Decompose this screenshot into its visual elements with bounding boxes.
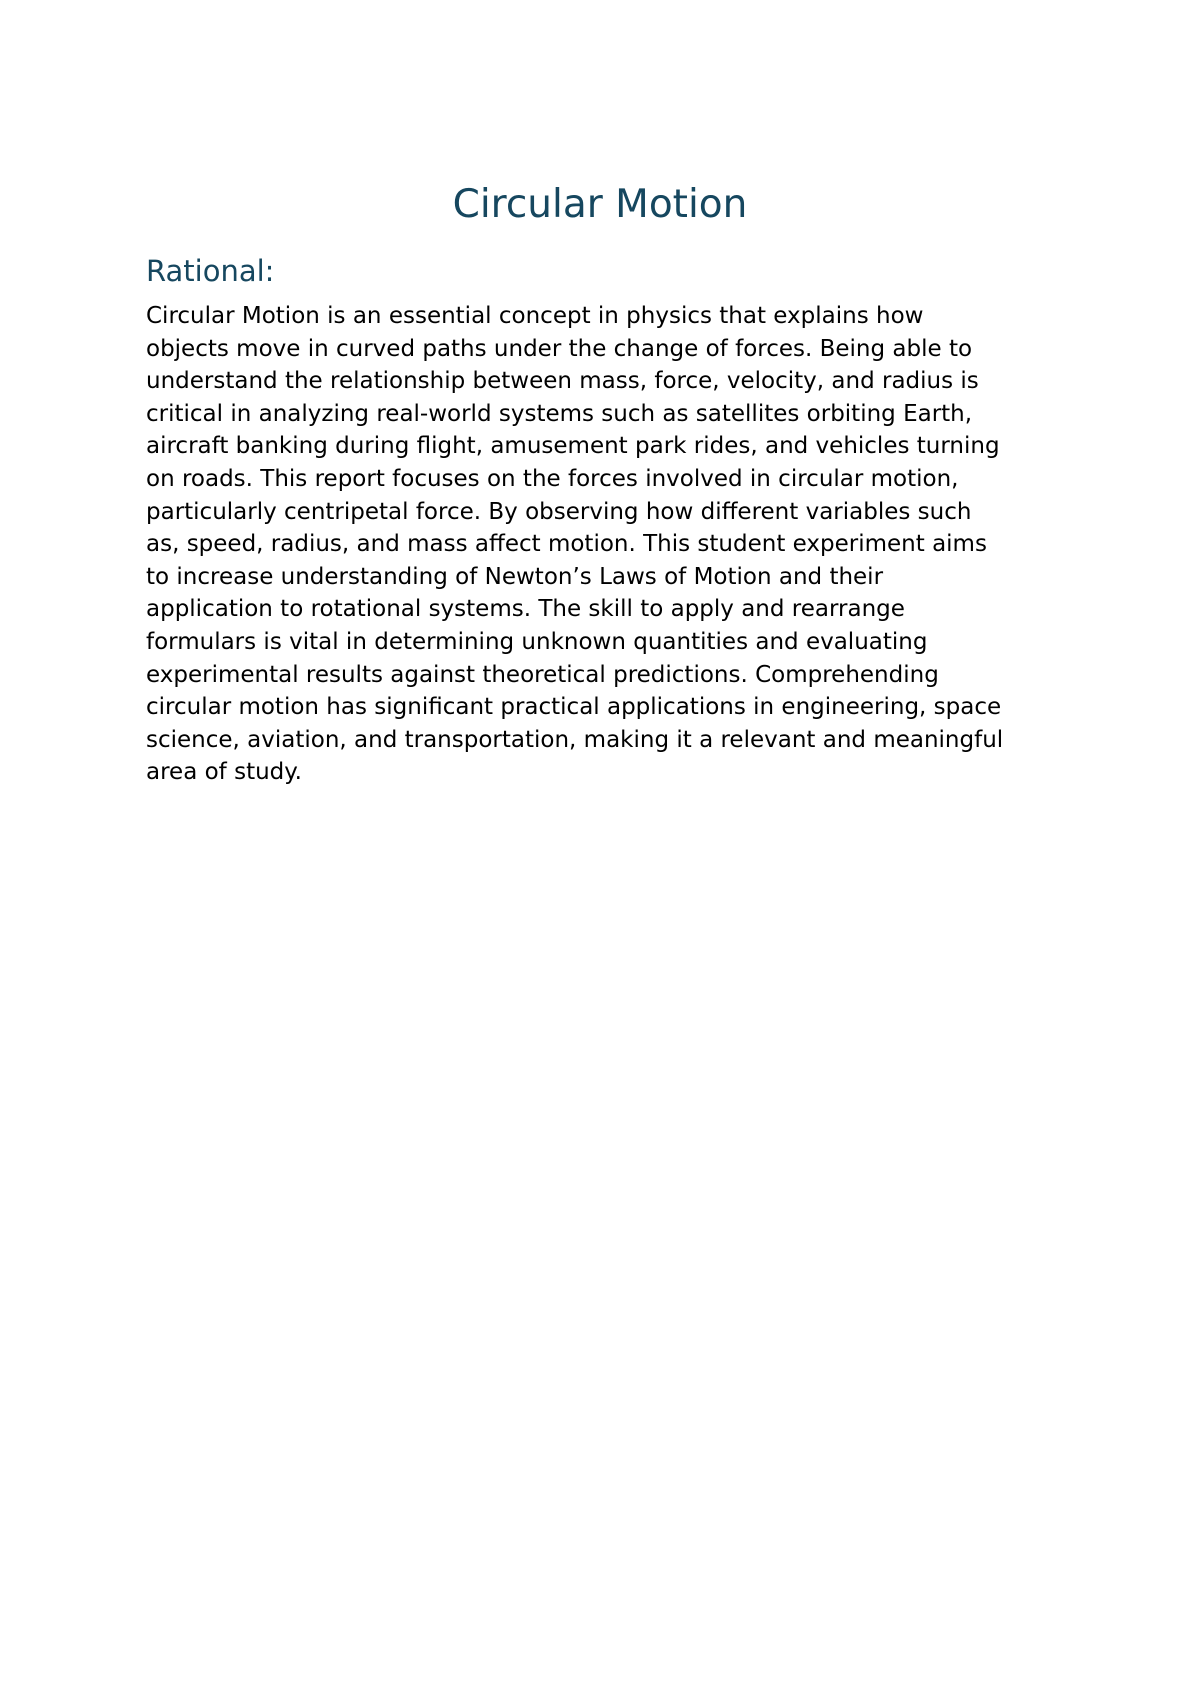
paragraph-line: application to rotational systems. The skill to apply and rearrange xyxy=(146,596,905,623)
paragraph-line: Circular Motion is an essential concept in physics that explains how xyxy=(146,303,924,329)
paragraph-line: experimental results against theoretical predictions. Comprehending xyxy=(146,661,939,688)
paragraph-line: science, aviation, and transportation, making it a relevant and meaningful xyxy=(146,726,1004,753)
paragraph-line: critical in analyzing real-world systems such as satellites orbiting Earth, xyxy=(146,400,973,427)
paragraph-line: aircraft banking during flight, amusement park rides, and vehicles turning xyxy=(146,433,1000,460)
paragraph-line: objects move in curved paths under the change of forces. Being able to xyxy=(146,335,973,362)
paragraph-line: as, speed, radius, and mass affect motion. This student experiment aims xyxy=(146,531,987,558)
paragraph-line: understand the relationship between mass, force, velocity, and radius is xyxy=(146,368,979,395)
page-title: Circular Motion xyxy=(452,182,748,227)
paragraph-line: circular motion has significant practical applications in engineering, space xyxy=(146,694,1002,721)
paragraph-line: to increase understanding of Newton’s Laws of Motion and their xyxy=(146,563,884,590)
paragraph-line: formulars is vital in determining unknown quantities and evaluating xyxy=(146,628,928,655)
paragraph-line: on roads. This report focuses on the forces involved in circular motion, xyxy=(146,465,959,492)
paragraph-line: area of study. xyxy=(146,759,302,786)
section-heading-rational: Rational: xyxy=(146,254,275,288)
paragraph-line: particularly centripetal force. By observing how different variables such xyxy=(146,498,972,525)
rational-paragraph xyxy=(146,300,1066,789)
